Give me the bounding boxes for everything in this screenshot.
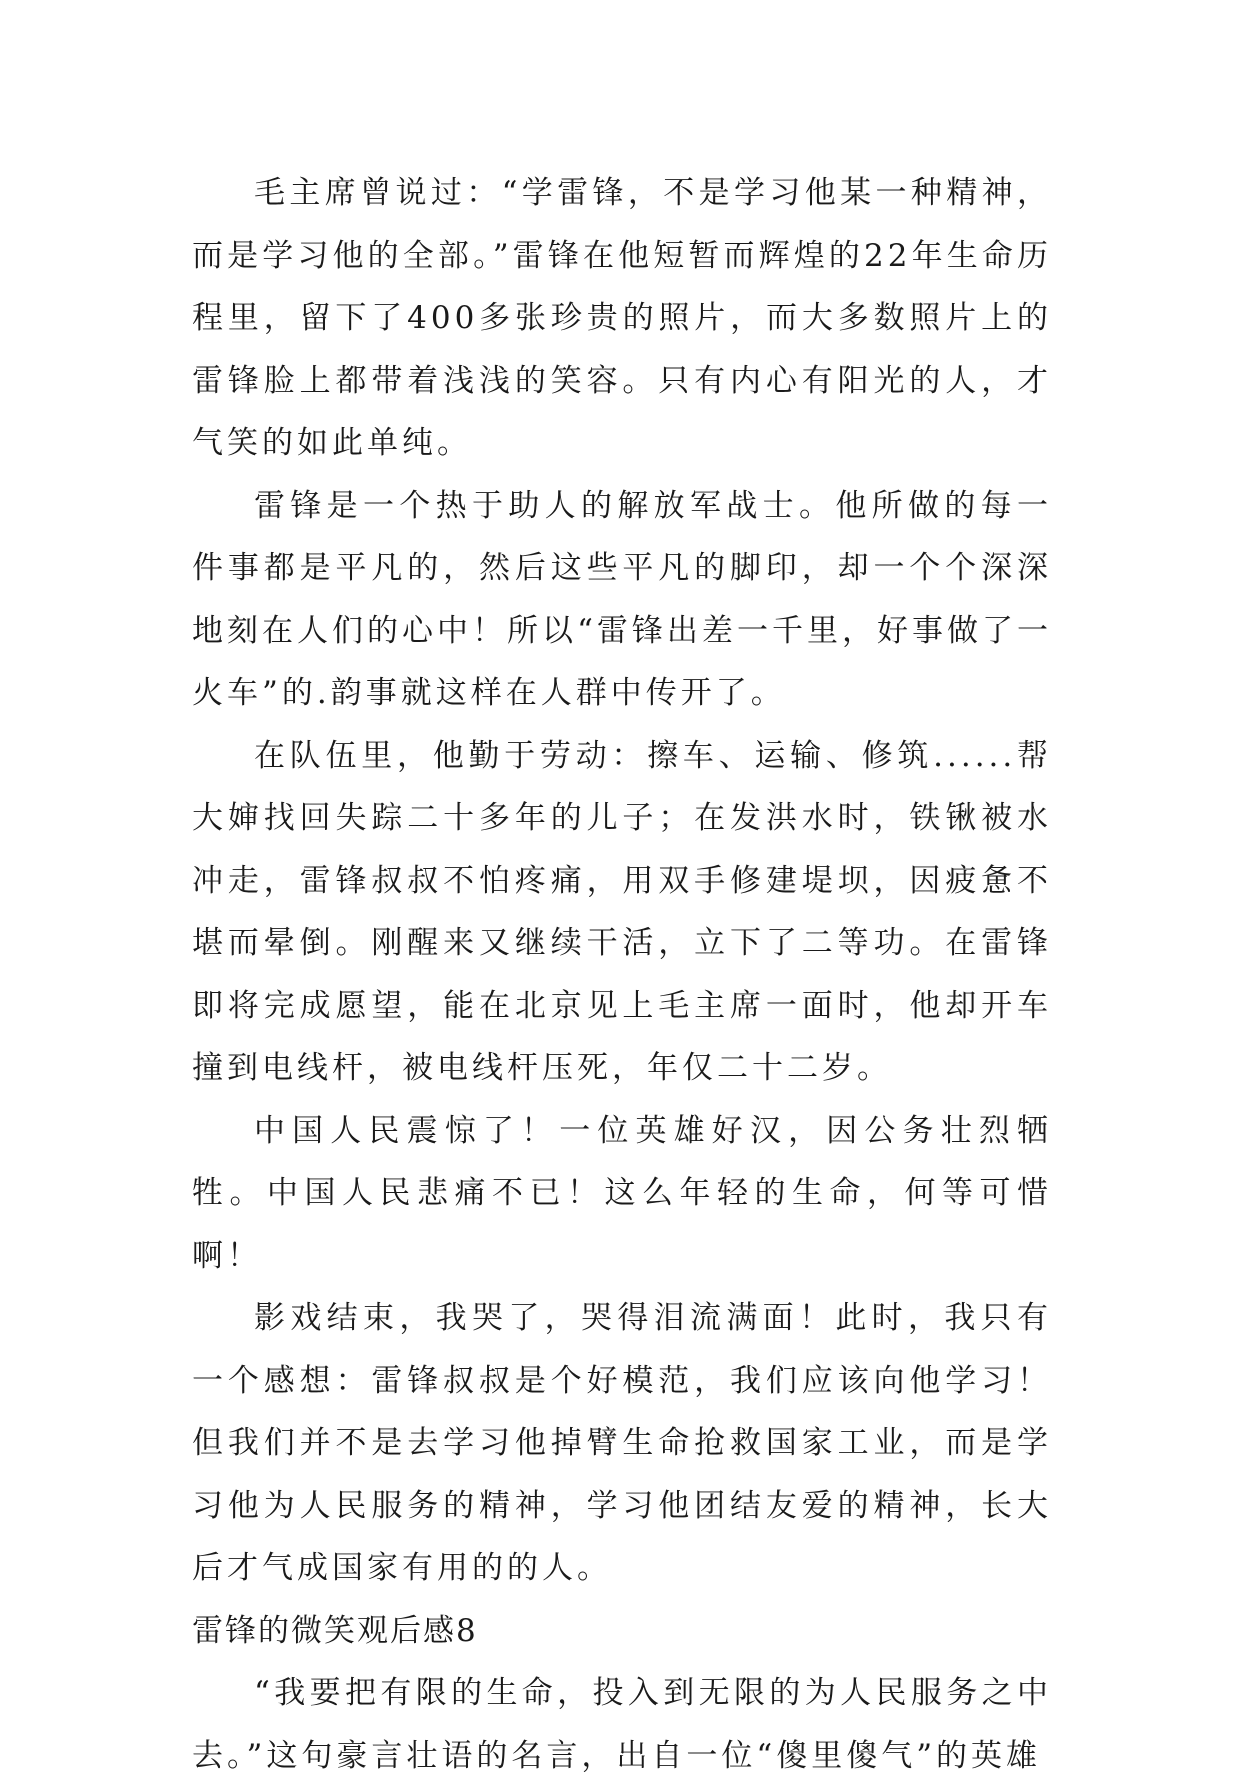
document-body xyxy=(192,162,1052,1787)
paragraph: “我要把有限的生命，投入到无限的为人民服务之中去。”这句豪言壮语的名言，出自一位“傻里傻气”的英雄 xyxy=(192,1675,1052,1774)
paragraph: 影戏结束，我哭了，哭得泪流满面！此时，我只有一个感想：雷锋叔叔是个好模范，我们应该向他学习！但我们并不是去学习他掉臂生命抢救国家工业，而是学习他为人民服务的精神，学习他团结友爱的精神，长大后才气成国家有用的的人。 xyxy=(192,1300,1052,1586)
paragraph: 中国人民震惊了！一位英雄好汉，因公务壮烈牺牲。中国人民悲痛不已！这么年轻的生命，何等可惜啊！ xyxy=(192,1112,1052,1274)
paragraph: 毛主席曾说过：“学雷锋，不是学习他某一种精神，而是学习他的全部。”雷锋在他短暂而辉煌的22年生命历程里，留下了400多张珍贵的照片，而大多数照片上的雷锋脸上都带着浅浅的笑容。只有内心有阳光的人，才气笑的如此单纯。 xyxy=(192,175,1052,461)
paragraph: 在队伍里，他勤于劳动：擦车、运输、修筑......帮大婶找回失踪二十多年的儿子；在发洪水时，铁锹被水冲走，雷锋叔叔不怕疼痛，用双手修建堤坝，因疲惫不堪而晕倒。刚醒来又继续干活，立下了二等功。在雷锋即将完成愿望，能在北京见上毛主席一面时，他却开车撞到电线杆，被电线杆压死，年仅二十二岁。 xyxy=(192,737,1052,1086)
section-heading: 雷锋的微笑观后感8 xyxy=(192,1612,478,1649)
paragraph: 雷锋是一个热于助人的解放军战士。他所做的每一件事都是平凡的，然后这些平凡的脚印，却一个个深深地刻在人们的心中！所以“雷锋出差一千里，好事做了一火车”的.韵事就这样在人群中传开了。 xyxy=(192,487,1052,711)
